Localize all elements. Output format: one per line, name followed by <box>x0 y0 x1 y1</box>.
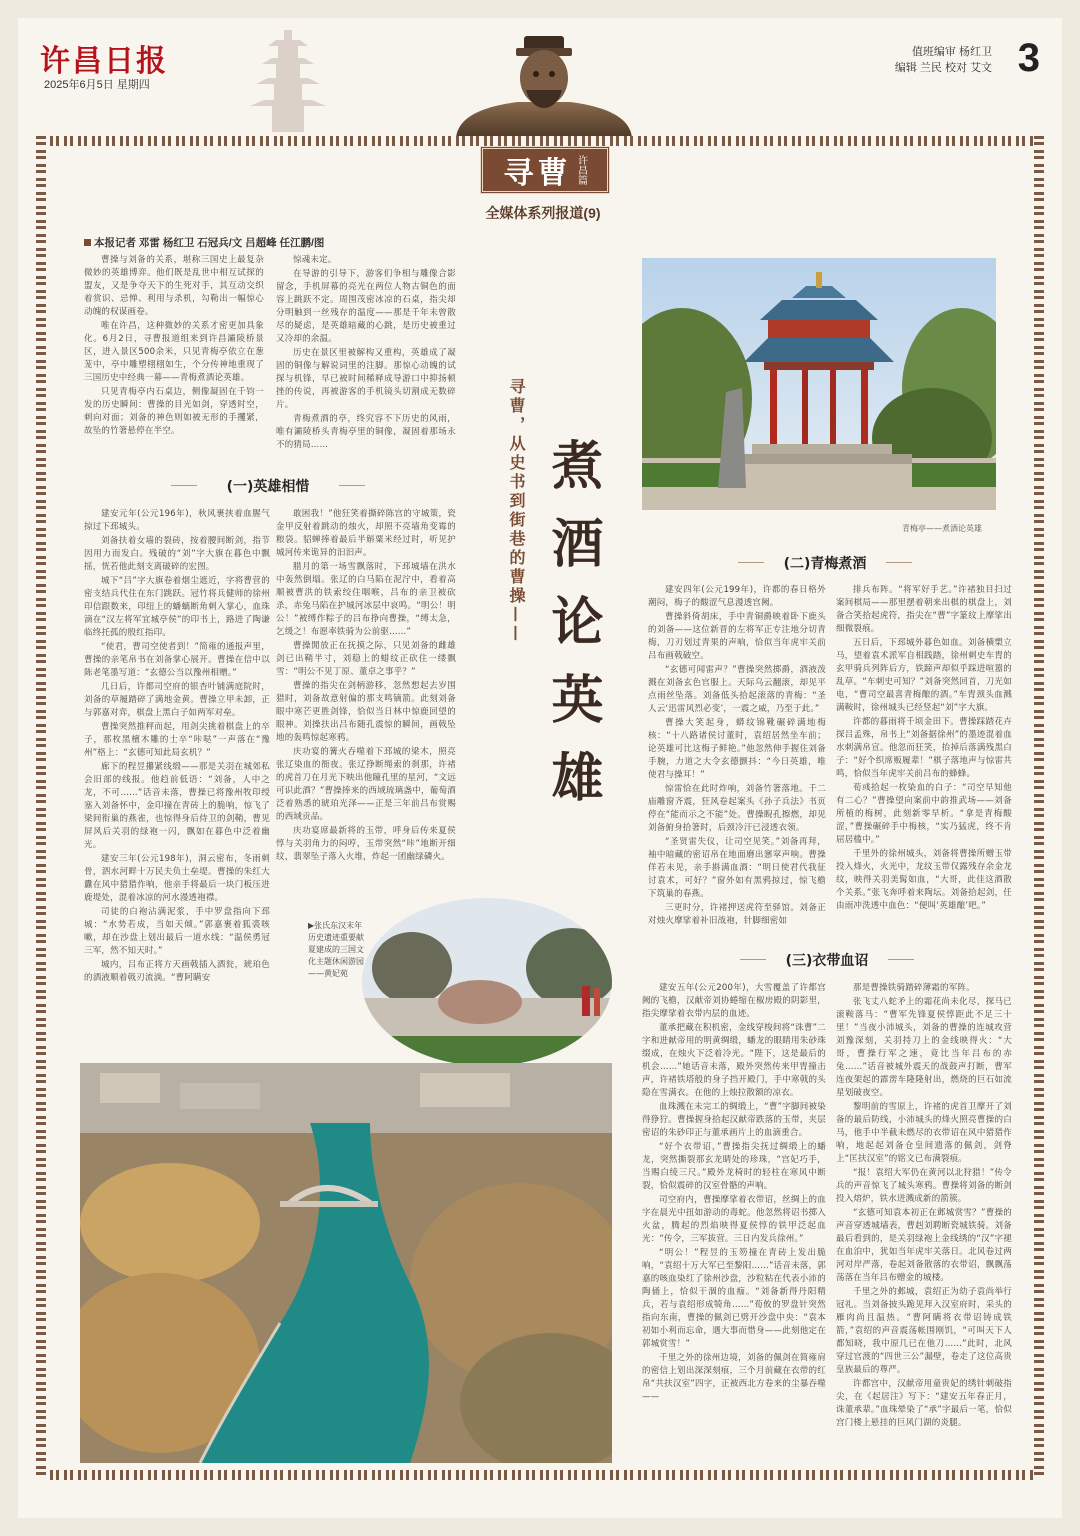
section-paragraph: 千里之外的徐州边境，刘备的佩剑在简雍肩的密信上划出深深刻痕，三个月前藏在衣带的红帛“共扶汉室”四字，正被西北方卷来的尘暴吞噬—— <box>642 1353 826 1402</box>
series-title: 寻曹 <box>503 156 572 191</box>
bridge-aerial-photo-image <box>80 1063 612 1463</box>
section-paragraph: 张飞丈八蛇矛上的霜花尚未化尽，探马已滚鞍落马：“曹军先锋夏侯惇距此不足三十里！”当夜小沛城头，刘备的曹操的连城攻营刘豫深刻，关羽持刀上的金线映得火：“大哥，曹操行军之速，竟比当年吕布的赤兔……”话音被城外震天的战鼓声打断，曹军连夜架起的霹雳车隆隆射出，燃烧的巨石如流星划破夜空。 <box>836 997 1012 1098</box>
page-number: 3 <box>1017 36 1040 80</box>
section-paragraph: 千里外的徐州城头，刘备将曹操所赠玉带投入烽火，火光中，龙纹玉带仅露残存余金龙纹，映得关羽美髯如血，“大哥，此佳这酒散个关系。”张飞奔呼着来陶坛。刘备拾起剑，任由雨冲洗透中血色：“便叫‘英雄酿’吧。” <box>836 849 1012 911</box>
section-paragraph: 庆功宴的篝火吞噬着下邳城的梁木，照亮张辽染血的衙夜。张辽挣断绳索的刹那，许褚的虎首刀在月光下映出他瞳孔里的星河，“文远可识此酒？”曹操捧来的西域琉璃盏中，葡萄酒泛着熟悉的琥珀光泽——正是三年前吕布赏赐的西域贡品。 <box>276 747 456 822</box>
editor-line-1: 值班编审 杨红卫 <box>911 46 992 58</box>
dateline: 2025年6月5日 星期四 <box>44 79 150 91</box>
section-paragraph: 城内，吕布正将方天画戟插入酒瓮，琥珀色的酒液顺着戟刃流淌。“曹阿瞒安 <box>84 960 270 983</box>
masthead-logo: 许昌日报 <box>40 44 168 79</box>
section-paragraph: 黎明前的雪原上，许褚的虎首卫摩开了刘备的最后防线，小沛城头的烽火照亮曹操的白马，他手中半截未燃尽的衣带诏在风中猎猎作响，地起起刘备仓皇间遗落的佩剑，剑脊上“匡扶汉室”的铭文已布满裂痕。 <box>836 1102 1012 1164</box>
section-paragraph: 司空府内，曹操摩挲着衣带诏，丝绸上的血字在晨光中扭如游动的毒蛇。他忽然将诏书掷入火盆，腾起的烈焰映得夏侯惇的铁甲泛起血光：“传令，三军拔营。三日内发兵徐州。” <box>642 1195 826 1244</box>
section-paragraph: 敢困我！”他狂笑着撕碎陈宫的守城策，瓷金甲反射着跳动的烛火，却照不亮墙角变霉的粮袋。貂蝉捧着最后半斛粟米经过时，听见护城河传来诡异的汩汩声。 <box>276 509 456 558</box>
section-paragraph: 曹操斜倚胡床，手中青铜爵映着卧下鹿头的刘备——这位新晋的左将军正专注地分切青梅，刀刃划过青果的声响，恰似当年虎牢关前吕布画戟破空。 <box>648 612 826 661</box>
section-paragraph: 董承把藏在积机密，金线穿梭间将“诛曹”二字和进献帝用的明黄绸缎，蟠龙的眼睛用朱砂珠缀成，在烛火下泛着冷光。“陛下，这是最后的机会……”她话音未落，殿外突然传来甲胄撞击声，许褚铁塔般的身子挡开殿门，手中寒戟的头隐在雪满衣。在他的上烛拉散额的凉衣。 <box>642 1023 826 1098</box>
section-paragraph: 曹操突然推秤而起，用剑尖挑着棋盘上的卒子，那枚黑檀木雕的士卒“咔哒”一声落在“豫州”格上：“玄德可知此局玄机？” <box>84 722 270 758</box>
fret-border-top <box>36 136 1044 146</box>
section-paragraph: 曹操閒放正在抚摸之际，只见刘备的雌雄剑已出鞘半寸，刘稳上的蜡纹正砍住一缕飘雪：“明公不见丁原、董卓之事乎？” <box>276 641 456 677</box>
section-paragraph: 曹操大笑起身，蟒纹锦靴碾碎满地梅核：“十八路诸侯讨董时，袁绍居然坐车前；论英雄可比这梅子鲜艳。”他忽然伸手握住刘备手腕，力道之大令玄德颤抖：“今日英雄，唯使君与操耳！” <box>648 718 826 780</box>
pavilion-caption: 青梅亭——煮酒论英雄 <box>902 524 982 533</box>
section-paragraph: “报！袁绍大军仍在黄河以北狩猎！”传令兵的声音惊飞了城头寒鸦。曹操将刘备的断剑投入熔炉，铁水迸溅成新的箭簇。 <box>836 1168 1012 1204</box>
section-paragraph: 排兵布阵。“将军好手艺。”许褚独目扫过案间棋局——那里摆着朝来出棋的棋盘上，刘备合笑拾起虎符，指尖在“曹”字篆纹上摩挲出细微裂痕。 <box>836 585 1012 634</box>
park-round-photo <box>362 898 612 1066</box>
section-paragraph: 城下“吕”字大旗卷着烟尘遮近，字将曹营的密支结兵代住在东门跳跃。冠竹将兵健师的徐州印信跟数来，印纽上的蟠螭断角刺入掌心，血珠滴在“汉左将军宜城亭侯”的印书上，路进了陶谦临终托孤的殷红指印。 <box>84 576 270 638</box>
park-round-photo-image <box>362 898 612 1066</box>
section-paragraph: “好个衣带诏，”曹操指尖抚过绸缎上的蟠龙，突然撕裂那玄龙睛处的珍珠，“宫妃巧手，当赐白绫三尺。”殿外龙椅时的轻柱在寒风中断裂，恰似震碎的汉室骨骼的声响。 <box>642 1142 826 1191</box>
section-paragraph: 几日后，许都司空府的银杏叶铺满庭院时，刘备的草履踏碎了满地金黄。曹操立甲未卸，正与郭嘉对弈，棋盘上黑白子如两军对垒。 <box>84 682 270 718</box>
section-paragraph: 建安元年(公元196年)，秋风裹挟着血腥气掠过下邳城头。 <box>84 509 270 532</box>
section-3-title: (三)衣带血诏 <box>772 950 882 970</box>
section-paragraph: 司徒的白袍沾满泥浆，手中罗盘指向下邳城：“水势若成，当如天倾。”郭嘉裹着狐裘咳嗽，却在沙盘上划出最后一道水线：“温侯勇冠三军，然不知天时。” <box>84 907 270 956</box>
section-paragraph: “玄德可知袁本初正在邺城赏雪？”曹操的声音穿透城墙表，曹赳刘聘断瓷城铁骑。刘备最后看到的，是关羽绿袍上金线绣的“汉”字褪在血泊中，犹如当年虎牢关落日。北风卷过两河对岸严落，卷起刘备散落的衣带诏，飘飘荡荡落在当年吕布赠金的城楼。 <box>836 1208 1012 1283</box>
editor-line-2: 编辑 兰民 校对 艾文 <box>894 62 992 74</box>
section-paragraph: 建安五年(公元200年)，大雪覆盖了许都宫阙的飞檐，汉献帝刘协蜷缩在椒房殿的阴影里，指尖摩挲着衣带内层的血迹。 <box>642 983 826 1019</box>
section-3-column-2 <box>836 982 1012 1431</box>
fret-border-bottom <box>36 1470 1044 1480</box>
intro-paragraph: 惊魂未定。 <box>293 255 337 265</box>
section-2-column-2 <box>836 584 1012 914</box>
section-paragraph: 建安三年(公元198年)，洞云密布，冬雨刺骨，泗水河畔十万民夫负土垒堤。曹操的朱红大纛在风中猎猎作响，他亲手将最后一块门板压进鹿堤处，混着冰凉的河水漫透袍襟。 <box>84 854 270 903</box>
intro-column-2 <box>276 254 456 453</box>
pavilion-photo-image <box>642 258 996 510</box>
headline-title: 煮酒论英雄 <box>542 438 603 828</box>
cao-cao-bust-icon <box>446 28 642 140</box>
headline-subtitle: 寻曹，从史书到街巷的曹操—— <box>507 378 526 644</box>
editor-credits <box>895 44 992 76</box>
pagoda-watermark-icon <box>238 26 338 136</box>
bridge-aerial-photo <box>80 1063 612 1463</box>
fret-border-left <box>36 136 46 1480</box>
intro-paragraph: 只见青梅亭内石桌边，侧像凝固在千钧一发的历史瞬间：曹操的目光如剑，穿透时空，刺向对面；刘备的神色则如被无形的手攫紧，故坠的竹箸悬停在半空。 <box>84 387 264 436</box>
series-badge <box>480 146 610 194</box>
section-paragraph: 千里之外的邺城，袁绍正为幼子袁尚举行冠礼。当刘备披头跪见拜入汉室府时，采头的雁肉尚且温热。“曹阿瞒将衣带诏铸成铁箭，”袁绍的声音震荡帐围刚饥，“可叫天下人都知晓，我中原几已在他刀……”此时，北风穿过官渡的“四世三公”漏壁，卷走了这位高贵皇族最后的尊严。 <box>836 1287 1012 1375</box>
intro-paragraph: 青梅煮酒的亭，终究容不下历史的风雨，唯有灞陵桥头青梅亭里的铜像，凝固着那场永不的猜局…… <box>276 414 456 450</box>
section-paragraph: “使君，曹司空使者到！”简雍的通报声里，曹操的亲笔帛书在刘备掌心展开。曹操在信中以陈老笔墨写道：“玄德公当以豫州相赠。” <box>84 642 270 678</box>
newspaper-page <box>18 18 1062 1518</box>
intro-paragraph: 唯在许昌，这种微妙的关系才密更加具象化。6月2日，寻曹报道组来到许昌灞陵桥景区，进入景区500余米，只见青梅亭依立在葱茏中，亭中雕塑栩栩如生，个分传神地重现了三国历史中经典一幕——青梅煮酒论英雄。 <box>84 321 264 383</box>
series-caption: 全媒体系列报道(9) <box>485 205 601 221</box>
pavilion-photo <box>642 258 996 510</box>
section-1-column-2 <box>276 508 456 865</box>
section-paragraph: 惊雷恰在此时炸响，刘备竹箸落地。千二庙雕窗齐震，狂风卷起案头《孙子兵法》书页停在“能而示之不能”处。曹操睨孔擦燃，却见刘备俯身拾箸时，后颈冷汗已浸透衣领。 <box>648 784 826 833</box>
section-paragraph: 廊下的程昱攥紧线缎——那是关羽在城郊私会旧部的线报。他趋前低语：“刘备，人中之龙，不可……”话音未落，曹操已将豫州牧印绶塞入刘备怀中，金印撞在青砖上的脆响，惊飞了梁间衔巢的燕雀，也惊得身后侍卫的剑鞘，曹见屏风后关羽的绿袍一闪，飘如在暮色中泛着幽光。 <box>84 762 270 850</box>
series-subtitle: 许昌篇 <box>575 155 587 185</box>
section-paragraph: 建安四年(公元199年)，许都的春日格外潮闷，梅子的酸涩气息漫透宫阙。 <box>648 585 826 608</box>
section-paragraph: 庆功宴席最新将的玉带，呼身后传来夏侯惇与关羽角力的闷哼，玉带突然“咔”地断开细纹，翡翠坠子落入火堆，炸起一团幽绿磷火。 <box>276 826 456 862</box>
section-paragraph: 腊月的第一场雪飘落时，下邳城墙在洪水中轰然倒塌。张辽的白马陷在泥泞中，看着高顺被曹洪的铁索绞住咽喉，吕布的亲卫被砍杀，赤兔马陷在护城河冰层中哀鸣。“明公！明公！”被缚作粽子的吕布挣向曹操，“缚太急，乞缓之！布愿率铁骑为公前驱……” <box>276 562 456 637</box>
section-paragraph: 曹操的指尖在剑柄游移，忽然想起去岁围猎时，刘备故意射偏的那支鸣镝箭。此刻刘备眼中寒芒更胜剑锋，恰似当日林中惊鹿回望的眼神。刘操扶出吕布随孔震惊的瞬间，画戟坠地的轰鸣惊起寒鸦。 <box>276 681 456 743</box>
section-paragraph: “圣贤雷失仪，让司空见笑。”刘备再拜，袖中暗藏的密诏帛在地面磨出窸窣声响。曹操佯若未见，亲手斟满血酒：“明日使君代我征讨袁术，可好？”窗外如有黑鸦掠过，惊飞檐下筑巢的春燕。 <box>648 837 826 899</box>
section-paragraph: 荀彧拾起一枚染血的白子：“司空早知他有二心？”曹操望向案前中韵推武场——刘备所植的梅树，此刻新零早析。“拿是青梅酸涩，”曹操碾碎手中梅核，“实乃猛虎，终不肯屈居槛中。” <box>836 783 1012 845</box>
section-1-column-1 <box>84 508 270 986</box>
fret-border-right <box>1034 136 1044 1480</box>
intro-paragraph: 历史在景区里被解构又重构，英雄成了凝固的铜像与解说词里的注脚。那惊心动魄的试探与机锋，早已被时间稀释成导游口中抑扬顿挫的传说，再被游客的手机镜头切割成无数碎片。 <box>276 348 456 410</box>
section-2-title: (二)青梅煮酒 <box>770 553 880 573</box>
intro-paragraph: 曹操与刘备的关系，堪称三国史上最复杂微妙的英雄博弈。他们既是乱世中相互试探的盟友，又是争夺天下的生死对手，其互动交织着赏识、忌惮、利用与杀机，勾勒出一幅惊心动魄的权谋画卷。 <box>84 255 264 317</box>
section-paragraph: “玄德可闻雷声？”曹操突然掷爵，酒液泼溅在刘备玄色官服上。天际乌云翻滚，却见平点雨丝坠落。刘备低头拾起滚落的青梅：“圣人云‘迅雷风烈必变’，一震之威，乃至于此。” <box>648 665 826 714</box>
section-3-column-1 <box>642 982 826 1405</box>
section-paragraph: 五日后，下邳城外暮色如血。刘备横槊立马，望着袁术派军自相践踏，徐州刺史车胄的玄甲骑兵列阵后方，铁蹄声却似乎踩进喧嚣的乱草。“车刺史可知？”刘备突然回首，刀光如电，“曹司空最喜青梅酿的酒。”车胄颈头血溅满鞍时，徐州城头已经竖起“刘”字大旗。 <box>836 638 1012 713</box>
section-1-title: (一)英雄相惜 <box>203 476 333 496</box>
section-paragraph: 许都宫中，汉献帝用童贵妃的绣针刺破指尖，在《起居注》写下：“建安五年春正月，诛董承辈。”血珠晕染了“承”字最后一笔，恰似宫门楼上悬挂的巨风门湖的炎腿。 <box>836 1379 1012 1428</box>
section-2-column-1 <box>648 584 826 929</box>
section-paragraph: 那是曹操铁骑踏碎薄霜的军阵。 <box>853 983 975 993</box>
section-paragraph: 许都的暮雨将千顷金田下。曹操踩踏花卉探吕孟殊，帛书上“刘备据徐州”的墨迹混着血水刺满帛宣。他忽而狂笑，抬掉后落满残黑白子：“好个织席贩履辈！”棋子落地声与惊雷共鸣，恰似当年虎牢关前吕布的蜂蜂。 <box>836 717 1012 779</box>
intro-column-1 <box>84 254 264 439</box>
section-paragraph: “明公！”程昱的玉笏撞在青砖上发出脆响，“袁绍十万大军已至黎阳……”话音未落，郭嘉的咳血染红了徐州沙盘，沙粒粘在代表小沛的陶俑上，恰似干涸的血痂。“刘备新得丹阳精兵，若与袁绍形成犄角……”荀攸的罗盘针突然指向东南，曹操的佩剑已劈开沙盘中央：“袁本初如小利而忘命，遇大事而惜身——此刻他定在郭城赏雪！” <box>642 1248 826 1349</box>
section-paragraph: 血珠溅在未完工的绸缎上，“曹”字脚间被染得狰狞。曹操握身拾起汉献帝跌落的玉带，夹层密诏的朱砂印正与董承画片上的血滴重合。 <box>642 1102 826 1138</box>
section-paragraph: 三更时分，许褚押送虎符至驿馆。刘备正对烛火摩挲着补旧战袍，针脚细密如 <box>648 903 826 926</box>
byline: 本报记者 邓雷 杨红卫 石冠兵/文 吕超峰 任江鹏/图 <box>84 235 324 250</box>
section-paragraph: 刘备扶着女墙的裂砖，按着腰间断剑，指节因用力而发白。残破的“刘”字大旗在暮色中飘摇，恍若他此刻支离破碎的宏图。 <box>84 536 270 572</box>
intro-paragraph: 在导游的引导下，游客们争相与雕像合影留念，手机屏幕的亮光在两位人物古铜色的面容上跳跃不定。周围茂密冰凉的石桌，指尖却分明触到一丝残存的温度——那是千年未曾散尽的疑虑，是英雄暗藏的心跳，是历史被重过又冷却的余温。 <box>276 269 456 344</box>
round-photo-caption: ▶张氏东汉末年历史遗迹重要献夏建成的三国文化主题休闲游园——黄妃苑 <box>308 921 364 978</box>
